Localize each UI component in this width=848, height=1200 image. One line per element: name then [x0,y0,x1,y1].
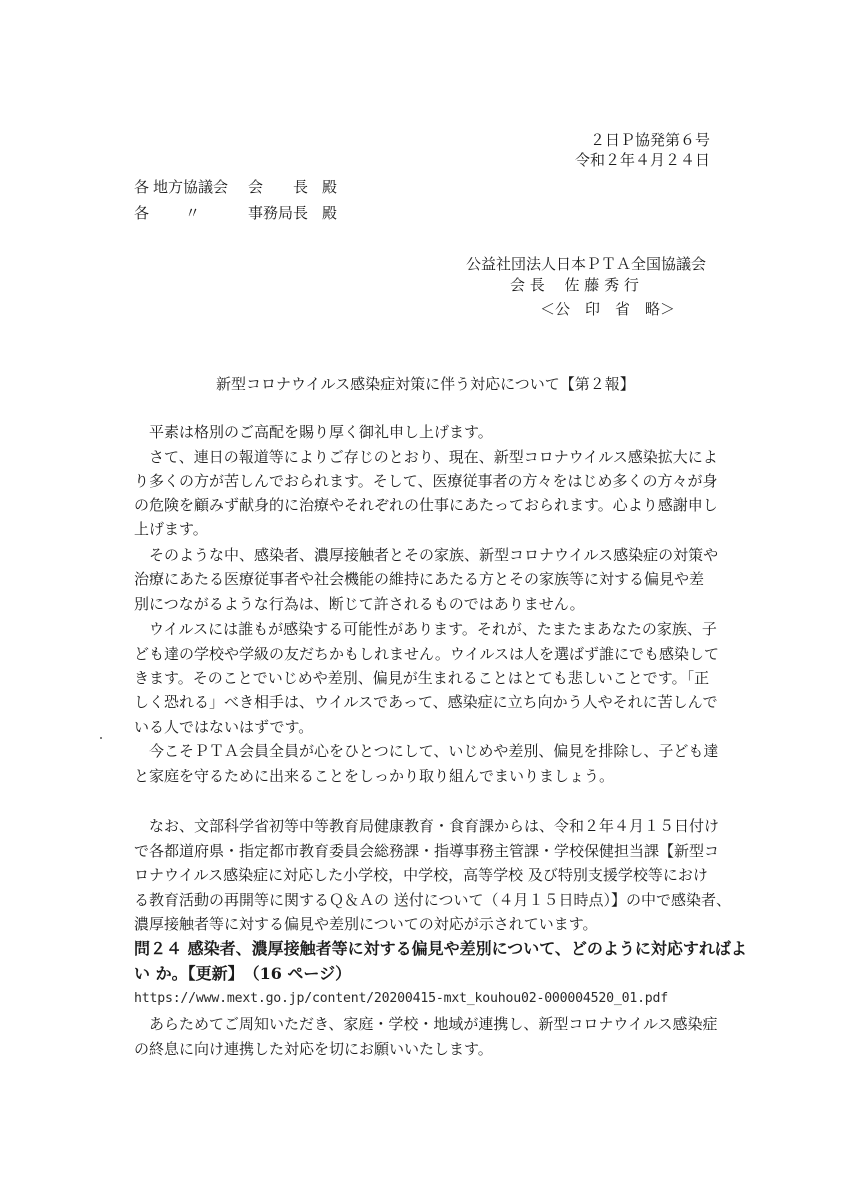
document-title: 新型コロナウイルス感染症対策に伴う対応について【第２報】 [216,375,635,393]
body-line: り多くの方が苦しんでおられます。そして、医療従事者の方々をはじめ多くの方々が身 [134,472,718,490]
sender-title: 会 長 佐 藤 秀 行 [510,276,639,294]
body-line: の危険を顧みず献身的に治療やそれぞれの仕事にあたっておられます。心より感謝申し [134,496,718,514]
recipient-prefix: 各 [134,204,150,222]
notice-line: る教育活動の再開等に関するＱ＆Ａの 送付について（４月１５日時点）】の中で感染者、 [134,891,731,909]
recipient-role: 事務局長 [248,204,309,222]
question-heading-line: 問２４ 感染者、濃厚接触者等に対する偏見や差別について、どのように対応すればよ [134,939,747,958]
scan-speck [100,737,102,739]
body-line: そのような中、感染者、濃厚接触者とその家族、新型コロナウイルス感染症の対策や [149,546,719,564]
body-line: きます。そのことでいじめや差別、偏見が生まれることはとても悲しいことです。「正 [134,669,710,687]
closing-line: あらためてご周知いただき、家庭・学校・地域が連携し、新型コロナウイルス感染症 [149,1015,718,1033]
sender-organization: 公益社団法人日本ＰＴＡ全国協議会 [466,255,707,273]
recipient-honorific: 殿 [322,204,338,222]
notice-line: ロナウイルス感染症に対応した小学校，中学校，高等学校 及び特別支援学校等におけ [134,866,708,884]
recipient-org: 地方協議会 [153,178,229,196]
recipient-prefix: 各 [134,178,150,196]
reference-url-link[interactable]: https://www.mext.go.jp/content/20200415-mxt_kouhou02-000004520_01.pdf [134,991,669,1006]
body-line: 上げます。 [134,520,208,538]
body-line: ウイルスには誰もが感染する可能性があります。それが、たまたまあなたの家族、子 [149,620,717,638]
notice-line: 濃厚接触者等に対する偏見や差別についての対応が示されています。 [134,915,598,933]
body-line: 今こそＰＴＡ会員全員が心をひとつにして、いじめや差別、偏見を排除し、子ども達 [149,742,719,760]
recipient-role: 会 長 [248,178,309,196]
body-line: と家庭を守るために出来ることをしっかり取り組んでまいりましょう。 [134,767,615,785]
body-line: 別につながるような行為は、断じて許されるものではありません。 [134,595,585,613]
body-line: 平素は格別のご高配を賜り厚く御礼申し上げます。 [149,423,493,441]
document-date: 令和２年４月２４日 [574,151,710,169]
body-line: ども達の学校や学級の友だちかもしれません。ウイルスは人を選ばず誰にでも感染して [134,645,720,663]
closing-line: の終息に向け連携した対応を切にお願いいたします。 [134,1040,493,1058]
seal-omitted-note: ＜公 印 省 略＞ [540,300,676,318]
body-line: しく恐れる」べき相手は、ウイルスであって、感染症に立ち向かう人やそれに苦しんで [134,693,718,711]
recipient-org: 〃 [185,204,201,222]
body-line: いる人ではないはずです。 [134,718,314,736]
body-line: さて、連日の報道等によりご存じのとおり、現在、新型コロナウイルス感染拡大によ [149,448,718,466]
notice-line: で各都道府県・指定都市教育委員会総務課・指導事務主管課・学校保健担当課【新型コ [134,842,720,860]
notice-line: なお、文部科学省初等中等教育局健康教育・食育課からは、令和２年４月１５日付け [149,817,720,835]
recipient-honorific: 殿 [322,178,338,196]
body-line: 治療にあたる医療従事者や社会機能の維持にあたる方とその家族等に対する偏見や差 [134,570,705,588]
document-number: ２日Ｐ協発第６号 [589,131,710,149]
question-heading-line: い か。【更新】 （16 ページ） [134,964,352,983]
